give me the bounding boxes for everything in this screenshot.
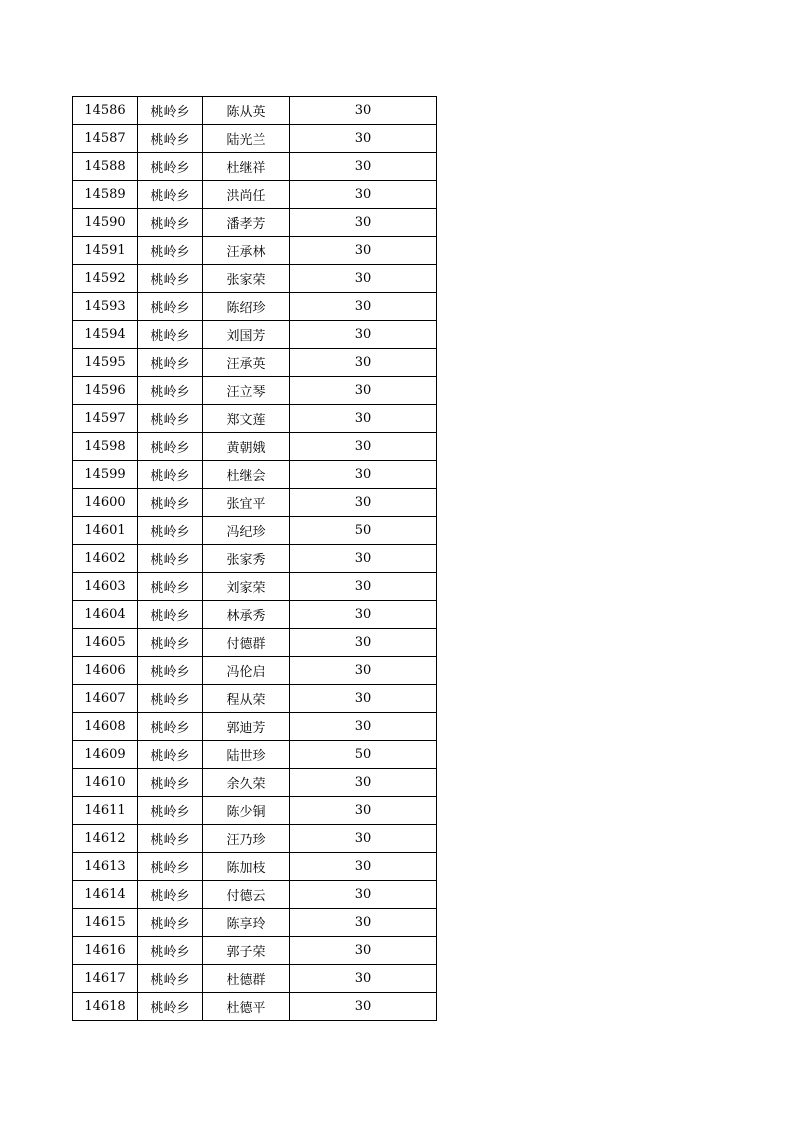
person-name-cell: 杜继祥	[203, 153, 290, 181]
township-cell: 桃岭乡	[138, 517, 203, 545]
table-row	[73, 629, 437, 657]
serial-number-cell: 14613	[73, 853, 138, 881]
amount-cell: 30	[290, 713, 437, 741]
township-cell: 桃岭乡	[138, 265, 203, 293]
person-name-cell: 陈加枝	[203, 853, 290, 881]
person-name-cell: 陈绍珍	[203, 293, 290, 321]
township-cell: 桃岭乡	[138, 909, 203, 937]
amount-cell: 30	[290, 769, 437, 797]
table-row	[73, 97, 437, 125]
township-cell: 桃岭乡	[138, 405, 203, 433]
table-row	[73, 657, 437, 685]
serial-number-cell: 14614	[73, 881, 138, 909]
person-name-cell: 杜继会	[203, 461, 290, 489]
township-cell: 桃岭乡	[138, 377, 203, 405]
person-name-cell: 汪立琴	[203, 377, 290, 405]
township-cell: 桃岭乡	[138, 741, 203, 769]
table-row	[73, 909, 437, 937]
person-name-cell: 刘家荣	[203, 573, 290, 601]
township-cell: 桃岭乡	[138, 125, 203, 153]
person-name-cell: 陆光兰	[203, 125, 290, 153]
amount-cell: 30	[290, 825, 437, 853]
amount-cell: 30	[290, 461, 437, 489]
amount-cell: 30	[290, 993, 437, 1021]
table-row	[73, 209, 437, 237]
amount-cell: 30	[290, 237, 437, 265]
amount-cell: 30	[290, 265, 437, 293]
serial-number-cell: 14591	[73, 237, 138, 265]
amount-cell: 30	[290, 97, 437, 125]
township-cell: 桃岭乡	[138, 657, 203, 685]
amount-cell: 30	[290, 125, 437, 153]
serial-number-cell: 14611	[73, 797, 138, 825]
table-row	[73, 321, 437, 349]
township-cell: 桃岭乡	[138, 181, 203, 209]
table-row	[73, 433, 437, 461]
table-row	[73, 461, 437, 489]
amount-cell: 30	[290, 629, 437, 657]
township-cell: 桃岭乡	[138, 853, 203, 881]
person-name-cell: 张家秀	[203, 545, 290, 573]
person-name-cell: 陈从英	[203, 97, 290, 125]
person-name-cell: 程从荣	[203, 685, 290, 713]
amount-cell: 30	[290, 573, 437, 601]
township-cell: 桃岭乡	[138, 321, 203, 349]
township-cell: 桃岭乡	[138, 461, 203, 489]
table-row	[73, 685, 437, 713]
serial-number-cell: 14590	[73, 209, 138, 237]
serial-number-cell: 14588	[73, 153, 138, 181]
person-name-cell: 洪尚任	[203, 181, 290, 209]
amount-cell: 30	[290, 657, 437, 685]
serial-number-cell: 14592	[73, 265, 138, 293]
amount-cell: 30	[290, 797, 437, 825]
township-cell: 桃岭乡	[138, 797, 203, 825]
person-name-cell: 汪承林	[203, 237, 290, 265]
amount-cell: 30	[290, 433, 437, 461]
serial-number-cell: 14596	[73, 377, 138, 405]
serial-number-cell: 14605	[73, 629, 138, 657]
amount-cell: 30	[290, 965, 437, 993]
table-row	[73, 265, 437, 293]
amount-cell: 30	[290, 853, 437, 881]
table-row	[73, 825, 437, 853]
person-name-cell: 汪承英	[203, 349, 290, 377]
amount-cell: 30	[290, 545, 437, 573]
amount-cell: 30	[290, 685, 437, 713]
table-row	[73, 741, 437, 769]
serial-number-cell: 14606	[73, 657, 138, 685]
township-cell: 桃岭乡	[138, 237, 203, 265]
table-row	[73, 405, 437, 433]
person-name-cell: 林承秀	[203, 601, 290, 629]
township-cell: 桃岭乡	[138, 881, 203, 909]
serial-number-cell: 14617	[73, 965, 138, 993]
person-name-cell: 张宜平	[203, 489, 290, 517]
table-row	[73, 181, 437, 209]
serial-number-cell: 14604	[73, 601, 138, 629]
person-name-cell: 黄朝娥	[203, 433, 290, 461]
township-cell: 桃岭乡	[138, 685, 203, 713]
township-cell: 桃岭乡	[138, 293, 203, 321]
person-name-cell: 冯纪珍	[203, 517, 290, 545]
person-name-cell: 潘孝芳	[203, 209, 290, 237]
table-row	[73, 489, 437, 517]
township-cell: 桃岭乡	[138, 825, 203, 853]
person-name-cell: 郭迪芳	[203, 713, 290, 741]
serial-number-cell: 14587	[73, 125, 138, 153]
table-row	[73, 769, 437, 797]
table-row	[73, 853, 437, 881]
table-row	[73, 377, 437, 405]
table-row	[73, 993, 437, 1021]
person-name-cell: 刘国芳	[203, 321, 290, 349]
township-cell: 桃岭乡	[138, 209, 203, 237]
person-name-cell: 汪乃珍	[203, 825, 290, 853]
table-row	[73, 349, 437, 377]
township-cell: 桃岭乡	[138, 545, 203, 573]
table-row	[73, 713, 437, 741]
serial-number-cell: 14598	[73, 433, 138, 461]
serial-number-cell: 14599	[73, 461, 138, 489]
person-name-cell: 付德群	[203, 629, 290, 657]
amount-cell: 30	[290, 209, 437, 237]
table-row	[73, 797, 437, 825]
amount-cell: 30	[290, 909, 437, 937]
township-cell: 桃岭乡	[138, 573, 203, 601]
serial-number-cell: 14615	[73, 909, 138, 937]
table-row	[73, 965, 437, 993]
table-body	[73, 97, 437, 1021]
serial-number-cell: 14601	[73, 517, 138, 545]
serial-number-cell: 14602	[73, 545, 138, 573]
amount-cell: 50	[290, 517, 437, 545]
person-name-cell: 余久荣	[203, 769, 290, 797]
table-row	[73, 293, 437, 321]
amount-cell: 50	[290, 741, 437, 769]
person-name-cell: 郑文莲	[203, 405, 290, 433]
amount-cell: 30	[290, 153, 437, 181]
amount-cell: 30	[290, 405, 437, 433]
amount-cell: 30	[290, 321, 437, 349]
table-row	[73, 881, 437, 909]
person-name-cell: 陈享玲	[203, 909, 290, 937]
person-name-cell: 张家荣	[203, 265, 290, 293]
serial-number-cell: 14618	[73, 993, 138, 1021]
township-cell: 桃岭乡	[138, 433, 203, 461]
township-cell: 桃岭乡	[138, 349, 203, 377]
serial-number-cell: 14612	[73, 825, 138, 853]
serial-number-cell: 14593	[73, 293, 138, 321]
serial-number-cell: 14586	[73, 97, 138, 125]
township-cell: 桃岭乡	[138, 965, 203, 993]
serial-number-cell: 14608	[73, 713, 138, 741]
amount-cell: 30	[290, 349, 437, 377]
table-row	[73, 601, 437, 629]
serial-number-cell: 14600	[73, 489, 138, 517]
serial-number-cell: 14594	[73, 321, 138, 349]
person-name-cell: 陆世珍	[203, 741, 290, 769]
serial-number-cell: 14610	[73, 769, 138, 797]
data-table	[72, 96, 437, 1021]
amount-cell: 30	[290, 293, 437, 321]
amount-cell: 30	[290, 489, 437, 517]
person-name-cell: 杜德群	[203, 965, 290, 993]
person-name-cell: 郭子荣	[203, 937, 290, 965]
township-cell: 桃岭乡	[138, 769, 203, 797]
township-cell: 桃岭乡	[138, 937, 203, 965]
serial-number-cell: 14589	[73, 181, 138, 209]
township-cell: 桃岭乡	[138, 153, 203, 181]
township-cell: 桃岭乡	[138, 601, 203, 629]
table-row	[73, 517, 437, 545]
table-row	[73, 937, 437, 965]
person-name-cell: 付德云	[203, 881, 290, 909]
township-cell: 桃岭乡	[138, 629, 203, 657]
township-cell: 桃岭乡	[138, 713, 203, 741]
amount-cell: 30	[290, 601, 437, 629]
person-name-cell: 杜德平	[203, 993, 290, 1021]
table-row	[73, 153, 437, 181]
person-name-cell: 陈少铜	[203, 797, 290, 825]
table-row	[73, 545, 437, 573]
person-name-cell: 冯伦启	[203, 657, 290, 685]
serial-number-cell: 14607	[73, 685, 138, 713]
serial-number-cell: 14603	[73, 573, 138, 601]
serial-number-cell: 14595	[73, 349, 138, 377]
township-cell: 桃岭乡	[138, 97, 203, 125]
serial-number-cell: 14616	[73, 937, 138, 965]
table-row	[73, 237, 437, 265]
amount-cell: 30	[290, 377, 437, 405]
township-cell: 桃岭乡	[138, 993, 203, 1021]
amount-cell: 30	[290, 181, 437, 209]
township-cell: 桃岭乡	[138, 489, 203, 517]
serial-number-cell: 14597	[73, 405, 138, 433]
amount-cell: 30	[290, 881, 437, 909]
table-row	[73, 573, 437, 601]
amount-cell: 30	[290, 937, 437, 965]
serial-number-cell: 14609	[73, 741, 138, 769]
table-row	[73, 125, 437, 153]
